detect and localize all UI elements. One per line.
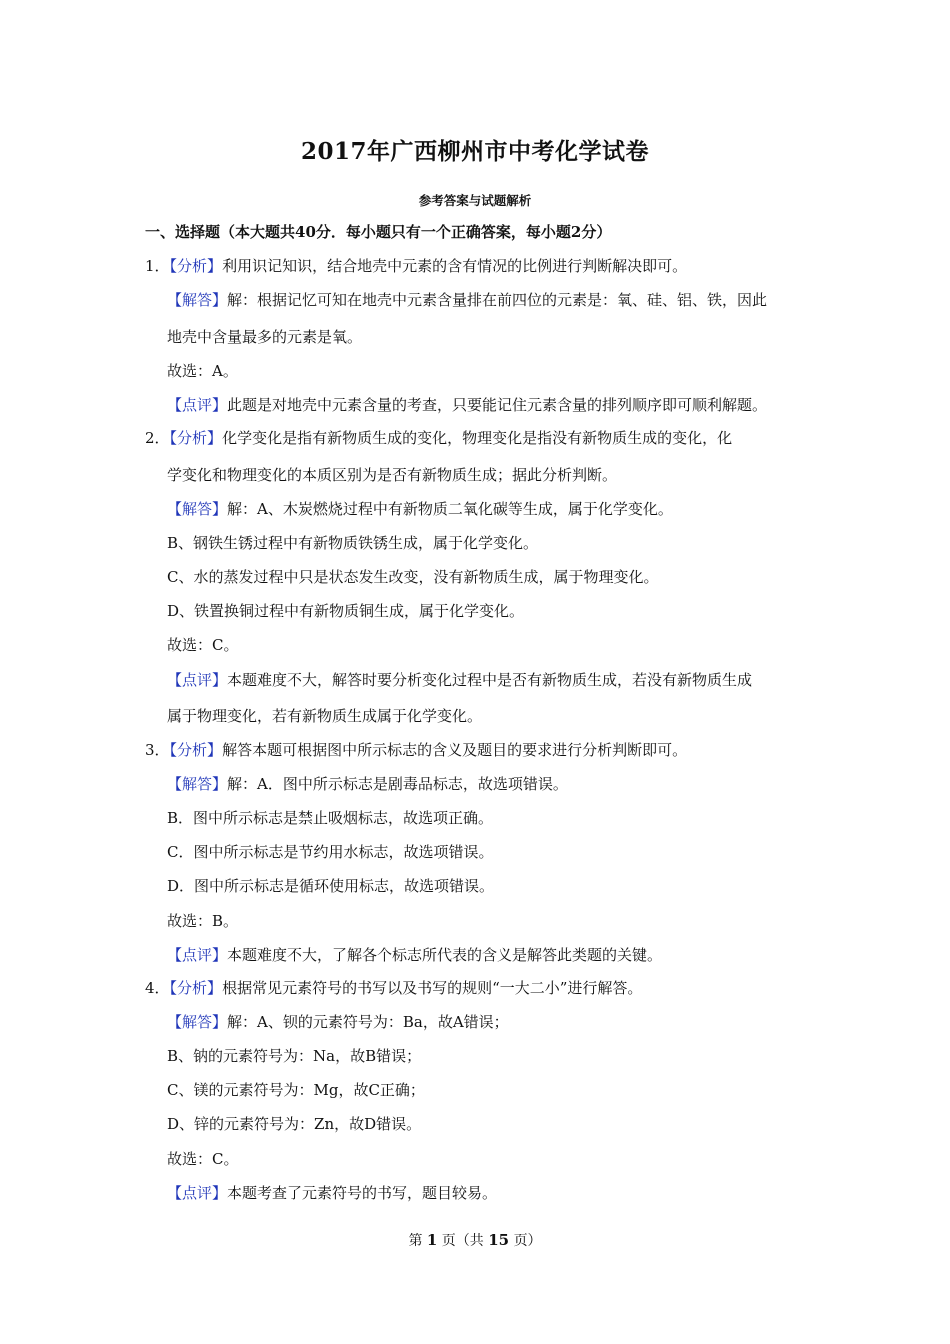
q2-answer-text: 解：A、木炭燃烧过程中有新物质二氧化碳等生成，属于化学变化。 [227,500,673,518]
footer-prefix: 第 [408,1233,423,1249]
q4-answer-line [167,1012,509,1032]
page-subtitle: 参考答案与试题解析 [418,193,532,208]
q2-comment-line [167,670,752,690]
analysis-tag: 【分析】 [169,979,223,997]
comment-tag: 【点评】 [167,946,228,964]
q4-analysis-line [145,978,642,998]
q3-answer-line [167,774,568,794]
comment-tag: 【点评】 [167,671,228,689]
page-total: 15 [488,1231,510,1249]
comment-tag: 【点评】 [167,1184,228,1202]
q3-comment-line [167,945,662,965]
q4-comment-line [167,1183,497,1203]
page-footer [0,1230,950,1250]
q1-answer-text: 解：根据记忆可知在地壳中元素含量排在前四位的元素是：氧、硅、铝、铁，因此 [227,291,768,309]
footer-suffix: 页） [513,1233,542,1249]
analysis-tag: 【分析】 [169,429,223,447]
q2-answer-line: D、铁置换铜过程中有新物质铜生成，属于化学变化。 [167,602,525,620]
q1-analysis-line [145,256,687,276]
q1-comment-text: 此题是对地壳中元素含量的考查，只要能记住元素含量的排列顺序即可顺利解题。 [227,396,768,414]
q1-comment-line [167,395,767,415]
q3-comment-text: 本题难度不大，了解各个标志所代表的含义是解答此类题的关键。 [227,946,663,964]
q2-comment-line: 属于物理变化，若有新物质生成属于化学变化。 [167,707,483,725]
q3-choice-line: 故选：B。 [167,912,239,930]
q1-choice-line: 故选：A。 [167,362,238,380]
q1-answer-line [167,290,767,310]
q3-number: 3． [145,741,170,759]
q2-comment-text: 本题难度不大，解答时要分析变化过程中是否有新物质生成，若没有新物质生成 [227,671,753,689]
q3-answer-line: B．图中所示标志是禁止吸烟标志，故选项正确。 [167,809,494,827]
q2-analysis-text: 化学变化是指有新物质生成的变化，物理变化是指没有新物质生成的变化，化 [222,429,733,447]
comment-tag: 【点评】 [167,396,228,414]
q1-number: 1． [145,257,170,275]
q1-answer-line: 地壳中含量最多的元素是氧。 [167,328,363,346]
q2-analysis-line: 学变化和物理变化的本质区别为是否有新物质生成；据此分析判断。 [167,466,618,484]
q4-comment-text: 本题考查了元素符号的书写，题目较易。 [227,1184,498,1202]
section-heading: 一、选择题（本大题共40分．每小题只有一个正确答案，每小题2分） [145,223,612,241]
q4-answer-text: 解：A、钡的元素符号为：Ba，故A错误； [227,1013,509,1031]
q3-answer-line: D．图中所示标志是循环使用标志，故选项错误。 [167,877,495,895]
analysis-tag: 【分析】 [169,741,223,759]
q3-analysis-line [145,740,687,760]
answer-tag: 【解答】 [167,775,228,793]
q2-choice-line: 故选：C。 [167,636,239,654]
q2-number: 2． [145,429,170,447]
q3-answer-line: C．图中所示标志是节约用水标志，故选项错误。 [167,843,494,861]
q3-analysis-text: 解答本题可根据图中所示标志的含义及题目的要求进行分析判断即可。 [222,741,688,759]
footer-middle: 页（共 [441,1233,484,1249]
answer-tag: 【解答】 [167,500,228,518]
q4-answer-line: D、锌的元素符号为：Zn，故D错误。 [167,1115,422,1133]
q4-answer-line: B、钠的元素符号为：Na，故B错误； [167,1047,422,1065]
q4-analysis-text: 根据常见元素符号的书写以及书写的规则“一大二小”进行解答。 [222,979,643,997]
q1-analysis-text: 利用识记知识，结合地壳中元素的含有情况的比例进行判断解决即可。 [222,257,688,275]
page-title: 2017年广西柳州市中考化学试卷 [300,138,649,165]
q4-number: 4． [145,979,170,997]
analysis-tag: 【分析】 [169,257,223,275]
q2-answer-line [167,499,673,519]
q2-analysis-line [145,428,732,448]
q4-answer-line: C、镁的元素符号为：Mg，故C正确； [167,1081,425,1099]
answer-tag: 【解答】 [167,1013,228,1031]
page-number: 1 [426,1231,438,1249]
q3-answer-text: 解：A．图中所示标志是剧毒品标志，故选项错误。 [227,775,568,793]
q2-answer-line: C、水的蒸发过程中只是状态发生改变，没有新物质生成，属于物理变化。 [167,568,659,586]
q4-choice-line: 故选：C。 [167,1150,239,1168]
answer-tag: 【解答】 [167,291,228,309]
q2-answer-line: B、钢铁生锈过程中有新物质铁锈生成，属于化学变化。 [167,534,539,552]
